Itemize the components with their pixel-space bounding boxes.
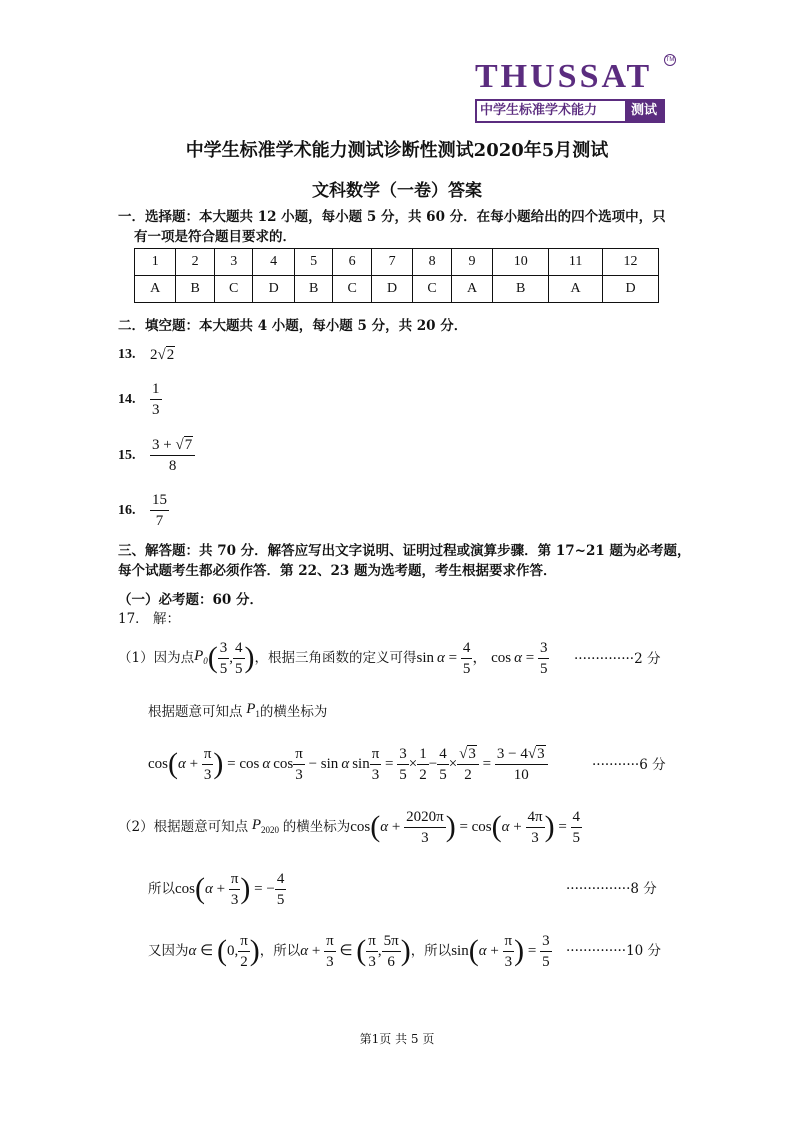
- denominator: 3: [371, 766, 380, 783]
- table-cell: 6: [333, 249, 372, 276]
- table-cell: 12: [603, 249, 659, 276]
- math-expr: α +: [300, 943, 325, 959]
- math-expr: =: [524, 943, 541, 959]
- math-expr: 0,: [226, 943, 239, 959]
- numerator: 15: [150, 490, 169, 511]
- denominator: 3: [368, 953, 376, 970]
- fraction: [229, 869, 241, 910]
- fraction: [370, 744, 382, 785]
- math-expr: cos: [350, 819, 371, 835]
- numerator: π: [293, 744, 305, 765]
- solution-text: 的横坐标为: [282, 819, 351, 835]
- fraction: [540, 931, 552, 972]
- section2-heading: 二．填空题：本大题共 4 小题，每小题 5 分，共 20 分．: [118, 318, 468, 334]
- fraction: [571, 807, 583, 848]
- denominator: 2: [464, 766, 472, 783]
- denominator: 2: [419, 766, 427, 783]
- math-expr: = −: [250, 881, 275, 897]
- fraction: [417, 744, 429, 785]
- math-expr: +: [486, 943, 503, 959]
- solution-line-2: [118, 804, 582, 850]
- answer-16: [118, 490, 169, 531]
- math-expr: +: [212, 881, 229, 897]
- math-expr: =: [478, 755, 495, 772]
- table-cell: 5: [294, 249, 333, 276]
- denominator: 5: [462, 660, 471, 677]
- paren-left-icon: (: [195, 872, 205, 905]
- numerator: 1: [150, 379, 162, 400]
- numerator: π: [366, 931, 378, 952]
- section3-heading-line2: 每个试题考生都必须作答．第 22、23 题为选考题，考生根据要求作答．: [118, 563, 557, 579]
- math-expr: = cos α cos: [223, 755, 294, 772]
- table-cell: 3: [214, 249, 253, 276]
- math-expr: cos: [148, 755, 168, 772]
- paren-right-icon: ): [213, 747, 224, 780]
- denominator: 5: [542, 953, 550, 970]
- fraction: [324, 931, 336, 972]
- fraction: [526, 807, 545, 848]
- paren-right-icon: ): [514, 934, 525, 967]
- numerator: 4: [461, 638, 473, 659]
- math-expr: +: [509, 819, 526, 835]
- fraction: [457, 744, 479, 785]
- numerator: 5π: [382, 931, 401, 952]
- paren-left-icon: (: [216, 934, 227, 967]
- math-expr: $P_1$: [242, 701, 260, 719]
- numerator: π: [238, 931, 250, 952]
- denominator: 3: [421, 829, 429, 846]
- table-cell: 10: [493, 249, 549, 276]
- solution-text: 又因为: [148, 943, 189, 959]
- page-title: 中学生标准学术能力测试诊断性测试2020年5月测试: [185, 140, 609, 161]
- numerator: [150, 435, 195, 456]
- solution-text: （1）因为点: [118, 650, 195, 666]
- denominator: 5: [219, 660, 228, 677]
- denominator: 8: [168, 458, 177, 474]
- table-cell: 9: [451, 249, 492, 276]
- math-expr: α: [501, 819, 510, 835]
- fraction: [503, 931, 515, 972]
- comma: ,: [377, 943, 382, 959]
- denominator: 5: [572, 829, 581, 846]
- question-17-label: 17． 解：: [118, 611, 180, 627]
- question-number: 15.: [118, 447, 136, 463]
- question-number: 14.: [118, 391, 136, 407]
- table-cell: D: [371, 276, 412, 303]
- fraction: [366, 931, 378, 972]
- numerator: 4: [275, 869, 287, 890]
- paren-right-icon: ): [244, 641, 255, 674]
- denominator: 5: [235, 660, 243, 677]
- math-expr: =: [381, 755, 398, 772]
- denominator: 5: [439, 766, 447, 783]
- answer-table-numbers-row: [135, 249, 659, 276]
- table-cell: A: [135, 276, 176, 303]
- solution-line-1b: [148, 698, 327, 725]
- comma: ,: [229, 650, 234, 666]
- table-cell: 8: [413, 249, 452, 276]
- paren-left-icon: (: [356, 934, 367, 967]
- answer-13: [118, 346, 175, 364]
- math-expr: α: [205, 881, 213, 897]
- question-number: 13.: [118, 347, 136, 362]
- score-8: ···············8 分: [566, 881, 657, 897]
- numerator: π: [370, 744, 382, 765]
- math-expr: sin: [451, 943, 469, 959]
- fraction: [233, 638, 245, 679]
- denominator: 10: [513, 766, 529, 783]
- table-cell: 4: [253, 249, 294, 276]
- denominator: 3: [326, 953, 334, 970]
- math-expr: α: [178, 755, 186, 772]
- logo-bar-test: 测试: [625, 101, 663, 121]
- solution-text: ，所以: [259, 943, 301, 959]
- table-cell: C: [214, 276, 253, 303]
- logo-wordmark: THUSSAT: [475, 58, 653, 95]
- paren-left-icon: (: [491, 810, 502, 843]
- numerator: π: [229, 869, 241, 890]
- paren-left-icon: (: [468, 934, 479, 967]
- numerator: π: [503, 931, 515, 952]
- math-expr: ×: [448, 755, 458, 772]
- section3-heading-line1: 三、解答题：共 70 分．解答应写出文字说明、证明过程或演算步骤．第 17~21 题为必考题，: [118, 543, 691, 559]
- math-expr: = cos: [455, 819, 492, 835]
- math-expr: cos: [175, 881, 195, 897]
- paren-left-icon: (: [207, 641, 218, 674]
- sqrt-icon: √: [157, 346, 166, 363]
- fraction: [538, 638, 550, 679]
- numerator: π: [324, 931, 336, 952]
- math-expr: sin α =: [416, 650, 461, 666]
- math-expr: +: [388, 819, 405, 835]
- answer-table-answers-row: [135, 276, 659, 303]
- fraction: [461, 638, 473, 679]
- solution-text: 根据题意可知点: [148, 703, 243, 720]
- numerator: 3: [397, 744, 409, 765]
- math-expr: ， cos α =: [472, 650, 538, 666]
- solution-text: 的横坐标为: [259, 703, 328, 720]
- logo-bar: [475, 99, 665, 123]
- table-cell: B: [294, 276, 333, 303]
- fraction: [150, 435, 195, 476]
- math-expr: −: [428, 755, 438, 772]
- math-expr: +: [185, 755, 202, 772]
- fraction: [495, 744, 548, 785]
- numerator: 1: [417, 744, 429, 765]
- fraction: [218, 638, 230, 679]
- fraction: [150, 379, 162, 420]
- math-expr: α: [478, 943, 487, 959]
- page-subtitle: 文科数学（一卷）答案: [312, 181, 482, 201]
- numerator: √3: [457, 744, 479, 765]
- denominator: 3: [203, 766, 212, 783]
- numerator: 4π: [526, 807, 545, 828]
- solution-text: （2）根据题意可知点: [118, 819, 249, 835]
- paren-right-icon: ): [445, 810, 456, 843]
- logo-bar-text: 中学生标准学术能力: [480, 103, 598, 118]
- solution-line-1: [118, 636, 549, 680]
- table-cell: A: [549, 276, 603, 303]
- math-expr: =: [554, 819, 571, 835]
- table-cell: 1: [135, 249, 176, 276]
- math-expr: ∈: [335, 943, 357, 959]
- score-10: ··············10 分: [566, 943, 662, 959]
- denominator: 3: [230, 891, 239, 908]
- fraction: [150, 490, 169, 531]
- paren-left-icon: (: [370, 810, 381, 843]
- numerator: 4: [571, 807, 583, 828]
- denominator: 3: [504, 953, 513, 970]
- solution-text: ，根据三角函数的定义可得: [254, 650, 417, 666]
- math-expr: $P_0$: [194, 647, 208, 666]
- denominator: 5: [539, 660, 548, 677]
- answer-radicand: 2: [166, 347, 175, 363]
- paren-right-icon: ): [400, 934, 411, 967]
- numerator: 3: [218, 638, 230, 659]
- solution-line-4: [148, 928, 552, 974]
- denominator: 5: [276, 891, 285, 908]
- math-expr: ×: [408, 755, 418, 772]
- numerator: 2020π: [404, 807, 446, 828]
- fraction: [437, 744, 449, 785]
- math-expr: $P_{2020}$: [248, 816, 280, 835]
- numerator: π: [202, 744, 214, 765]
- sqrt-icon: √: [175, 437, 184, 453]
- math-expr: − sin α sin: [304, 755, 370, 772]
- numerator: 4: [437, 744, 449, 765]
- table-cell: D: [253, 276, 294, 303]
- denominator: 3: [152, 402, 160, 418]
- table-cell: B: [493, 276, 549, 303]
- paren-right-icon: ): [249, 934, 260, 967]
- denominator: 6: [387, 953, 395, 970]
- solution-text: ，所以: [410, 943, 452, 959]
- denominator: 2: [240, 953, 248, 970]
- table-cell: A: [451, 276, 492, 303]
- numerator-part: 3 +: [152, 437, 176, 453]
- table-cell: C: [413, 276, 452, 303]
- solution-line-3: [148, 866, 286, 912]
- page-footer: 第1页 共 5 页: [359, 1032, 435, 1046]
- denominator: 7: [155, 513, 164, 529]
- fraction: [238, 931, 250, 972]
- table-cell: 2: [176, 249, 215, 276]
- part1-heading: （一）必考题：60 分．: [118, 592, 263, 608]
- paren-left-icon: (: [168, 747, 178, 780]
- math-expr: α: [380, 819, 389, 835]
- fraction: [293, 744, 305, 785]
- numerator: 3: [538, 638, 550, 659]
- answer-15: [118, 435, 195, 476]
- fraction: [397, 744, 409, 785]
- trademark-icon: TM: [664, 54, 676, 66]
- table-cell: D: [603, 276, 659, 303]
- answer-14: [118, 379, 162, 420]
- table-cell: C: [333, 276, 372, 303]
- fraction: [275, 869, 287, 910]
- table-cell: 7: [371, 249, 412, 276]
- math-expr: α ∈: [188, 943, 217, 959]
- solution-text: 所以: [148, 881, 175, 897]
- section1-heading-line1: 一．选择题：本大题共 12 小题，每小题 5 分，共 60 分．在每小题给出的四个选项中，只: [118, 209, 666, 225]
- fraction: [404, 807, 446, 848]
- paren-right-icon: ): [544, 810, 555, 843]
- table-cell: 11: [549, 249, 603, 276]
- paren-right-icon: ): [240, 872, 251, 905]
- denominator: 3: [295, 766, 303, 783]
- fraction: [202, 744, 214, 785]
- numerator: 3 − 4√3: [495, 744, 548, 765]
- solution-line-1c: [148, 742, 548, 786]
- answer-table: [134, 248, 659, 303]
- question-number: 16.: [118, 502, 136, 518]
- score-2: ··············2 分: [574, 651, 661, 667]
- answer-coef: 2: [150, 346, 158, 363]
- numerator: 4: [233, 638, 245, 659]
- score-6: ···········6 分: [592, 757, 666, 773]
- radicand: 7: [184, 437, 193, 453]
- numerator: 3: [540, 931, 552, 952]
- section1-heading-line2: 有一项是符合题目要求的．: [134, 229, 296, 245]
- denominator: 5: [399, 766, 407, 783]
- table-cell: B: [176, 276, 215, 303]
- fraction: [382, 931, 401, 972]
- denominator: 3: [531, 829, 539, 846]
